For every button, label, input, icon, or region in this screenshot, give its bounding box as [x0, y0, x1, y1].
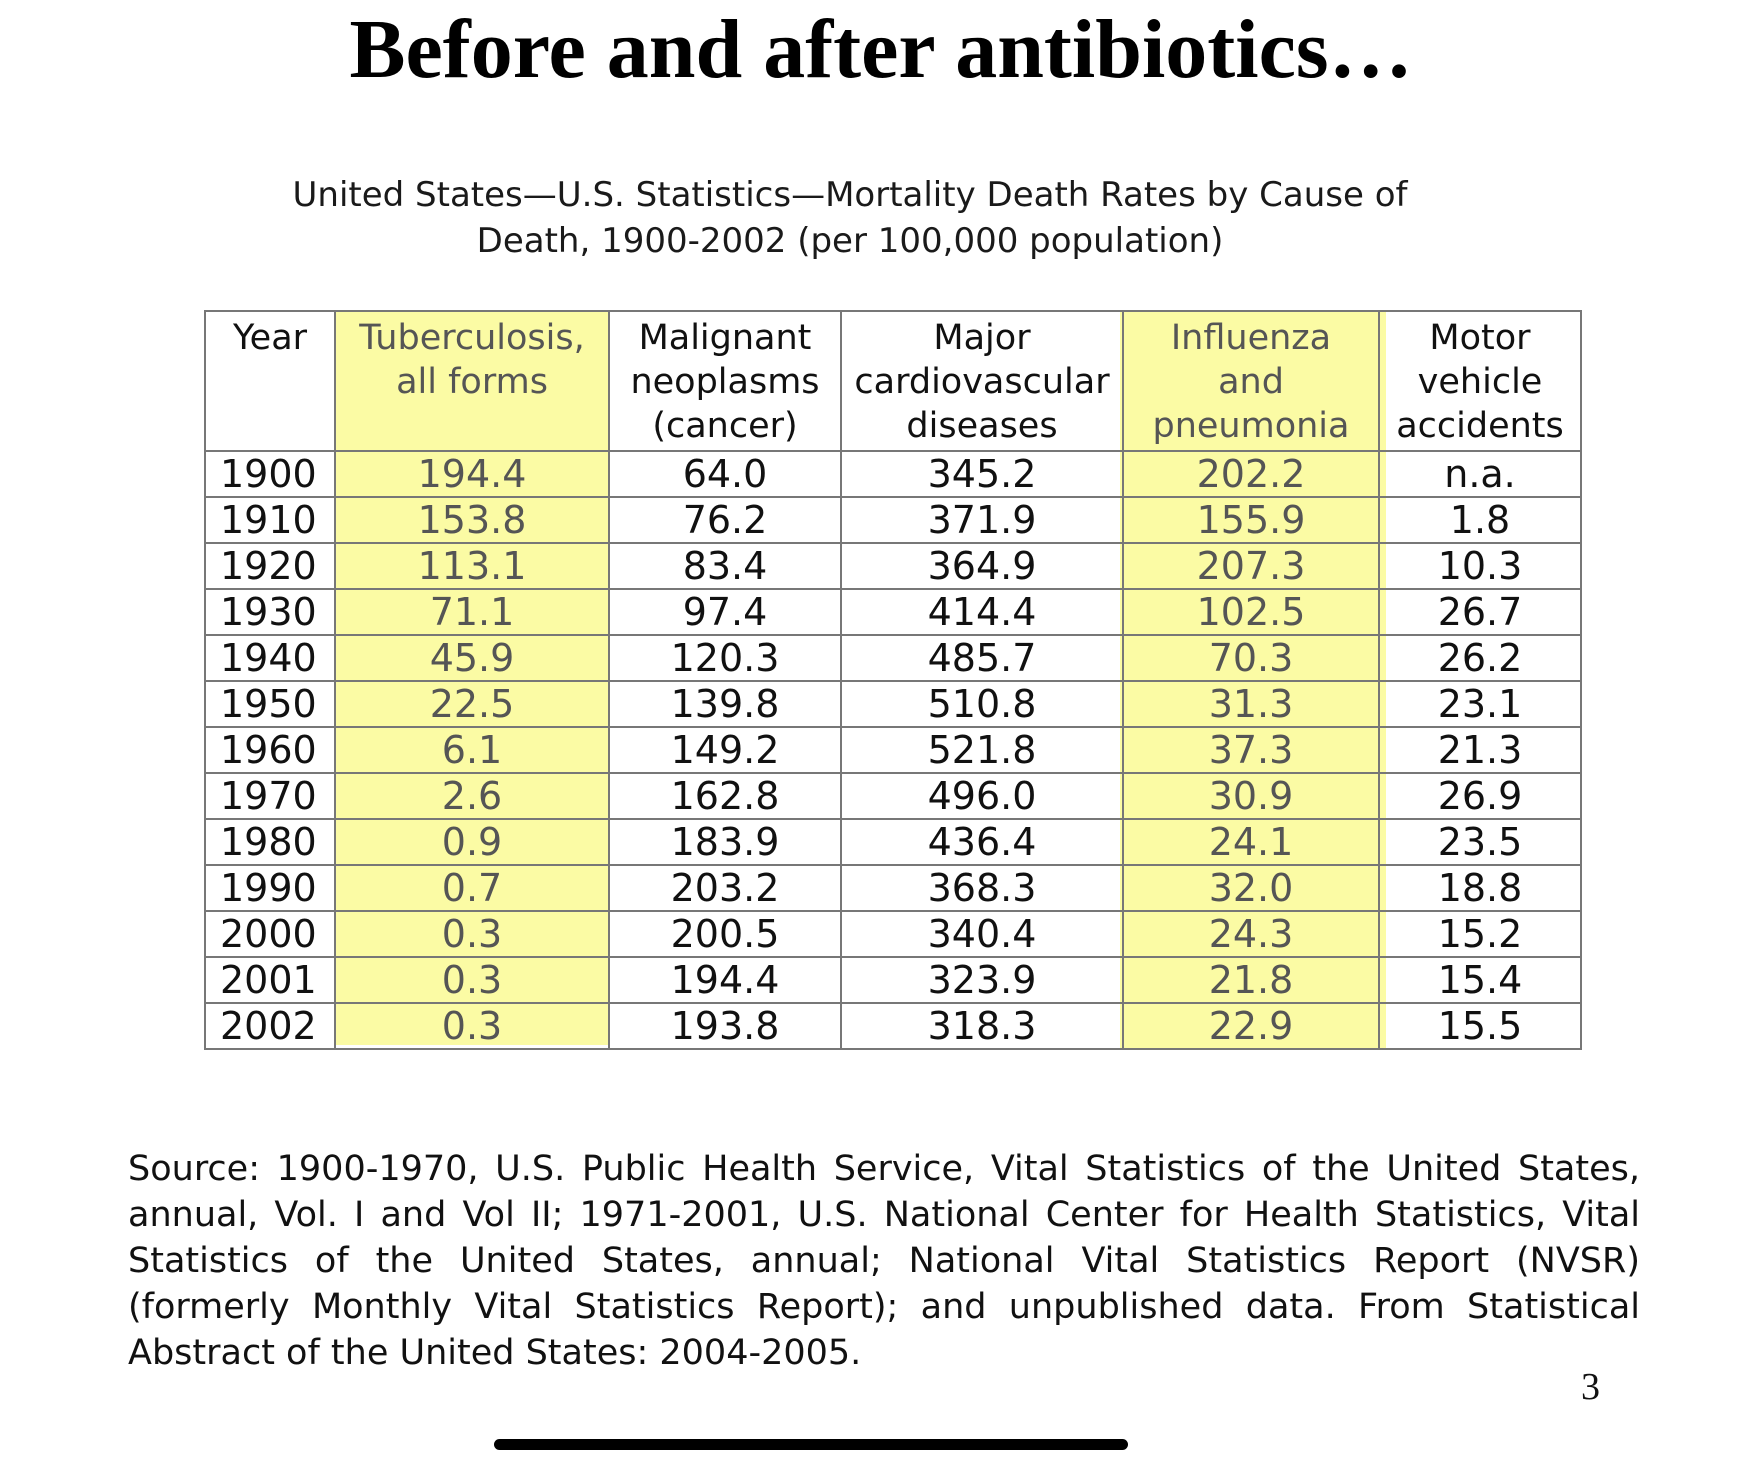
- cell-influenza: 24.3: [1123, 911, 1379, 957]
- cell-cardiovascular: 371.9: [841, 497, 1123, 543]
- cell-year: 2002: [205, 1003, 335, 1049]
- table-row: [205, 865, 1581, 911]
- cell-year: 1920: [205, 543, 335, 589]
- table-header-row: [205, 311, 1581, 451]
- header-motor-vehicle-line: accidents: [1396, 406, 1564, 446]
- cell-cancer: 194.4: [609, 957, 841, 1003]
- cell-tuberculosis: 6.1: [335, 727, 609, 773]
- header-tuberculosis-line: all forms: [396, 362, 548, 402]
- table-body: [205, 451, 1581, 1049]
- cell-year: 1940: [205, 635, 335, 681]
- cell-year: 1900: [205, 451, 335, 497]
- cell-year: 1980: [205, 819, 335, 865]
- cell-motor-vehicle: 26.2: [1379, 635, 1581, 681]
- cell-cancer: 162.8: [609, 773, 841, 819]
- slide-title: Before and after antibiotics…: [349, 3, 1413, 96]
- table-row: [205, 911, 1581, 957]
- cell-motor-vehicle: 1.8: [1379, 497, 1581, 543]
- cell-year: 1960: [205, 727, 335, 773]
- cell-cancer: 139.8: [609, 681, 841, 727]
- cell-cardiovascular: 368.3: [841, 865, 1123, 911]
- header-influenza-line: pneumonia: [1152, 406, 1350, 446]
- table-row: [205, 1003, 1581, 1049]
- cell-tuberculosis: 45.9: [335, 635, 609, 681]
- header-cardiovascular-line: Major: [933, 318, 1031, 358]
- cell-cardiovascular: 496.0: [841, 773, 1123, 819]
- cell-tuberculosis: 22.5: [335, 681, 609, 727]
- cell-motor-vehicle: 10.3: [1379, 543, 1581, 589]
- table-caption: [200, 172, 1500, 264]
- header-tuberculosis: [335, 311, 609, 451]
- mortality-table: [204, 310, 1582, 1050]
- cell-cancer: 76.2: [609, 497, 841, 543]
- page-number: 3: [1581, 1366, 1600, 1408]
- cell-year: 1970: [205, 773, 335, 819]
- cell-influenza: 37.3: [1123, 727, 1379, 773]
- cell-cardiovascular: 521.8: [841, 727, 1123, 773]
- cell-cancer: 183.9: [609, 819, 841, 865]
- cell-tuberculosis: 71.1: [335, 589, 609, 635]
- cell-motor-vehicle: 15.4: [1379, 957, 1581, 1003]
- header-cancer-line: neoplasms: [630, 362, 820, 402]
- cell-influenza: 22.9: [1123, 1003, 1379, 1049]
- cell-influenza: 202.2: [1123, 451, 1379, 497]
- cell-cancer: 97.4: [609, 589, 841, 635]
- header-cardiovascular-line: cardiovascular: [854, 362, 1110, 402]
- cell-influenza: 24.1: [1123, 819, 1379, 865]
- cell-motor-vehicle: 26.9: [1379, 773, 1581, 819]
- cell-cardiovascular: 510.8: [841, 681, 1123, 727]
- cell-tuberculosis: 0.7: [335, 865, 609, 911]
- header-cancer: [609, 311, 841, 451]
- cell-cancer: 200.5: [609, 911, 841, 957]
- cell-year: 1930: [205, 589, 335, 635]
- cell-motor-vehicle: 15.2: [1379, 911, 1581, 957]
- table-row: [205, 681, 1581, 727]
- cell-cancer: 193.8: [609, 1003, 841, 1049]
- cell-cardiovascular: 364.9: [841, 543, 1123, 589]
- cell-cardiovascular: 485.7: [841, 635, 1123, 681]
- cell-tuberculosis: 113.1: [335, 543, 609, 589]
- cell-influenza: 102.5: [1123, 589, 1379, 635]
- table-row: [205, 957, 1581, 1003]
- cell-influenza: 155.9: [1123, 497, 1379, 543]
- cell-cancer: 203.2: [609, 865, 841, 911]
- cell-cardiovascular: 414.4: [841, 589, 1123, 635]
- cell-tuberculosis: 194.4: [335, 451, 609, 497]
- header-cancer-line: Malignant: [638, 318, 812, 358]
- cell-motor-vehicle: 26.7: [1379, 589, 1581, 635]
- header-cancer-line: (cancer): [652, 406, 798, 446]
- table-row: [205, 589, 1581, 635]
- cell-influenza: 207.3: [1123, 543, 1379, 589]
- cell-cardiovascular: 340.4: [841, 911, 1123, 957]
- header-motor-vehicle-line: Motor: [1429, 318, 1531, 358]
- table-row: [205, 819, 1581, 865]
- cell-year: 2000: [205, 911, 335, 957]
- cell-cardiovascular: 345.2: [841, 451, 1123, 497]
- cell-motor-vehicle: 18.8: [1379, 865, 1581, 911]
- cell-cancer: 64.0: [609, 451, 841, 497]
- table-caption-line-1: United States—U.S. Statistics—Mortality Death Rates by Cause of: [292, 175, 1408, 215]
- cell-year: 1950: [205, 681, 335, 727]
- cell-tuberculosis: 0.3: [335, 957, 609, 1003]
- cell-cardiovascular: 323.9: [841, 957, 1123, 1003]
- cell-cancer: 149.2: [609, 727, 841, 773]
- cell-tuberculosis: 153.8: [335, 497, 609, 543]
- cell-motor-vehicle: 21.3: [1379, 727, 1581, 773]
- header-influenza-line: and: [1218, 362, 1284, 402]
- header-influenza: [1123, 311, 1379, 451]
- home-indicator-bar[interactable]: [494, 1439, 1128, 1450]
- table-row: [205, 543, 1581, 589]
- header-cardiovascular: [841, 311, 1123, 451]
- cell-year: 1990: [205, 865, 335, 911]
- header-tuberculosis-line: Tuberculosis,: [359, 318, 585, 358]
- header-influenza-line: Influenza: [1170, 318, 1332, 358]
- table-row: [205, 773, 1581, 819]
- cell-influenza: 21.8: [1123, 957, 1379, 1003]
- source-note: Source: 1900-1970, U.S. Public Health Service, Vital Statistics of the United States, annual, Vol. I and Vol II; 1971-2001, U.S. National Center for Health Statistics, Vital Statistics of the United States, annual; National Vital Statistics Report (NVSR) (formerly Monthly Vital Statistics Report); and unpublished data. From Statistical Abstract of the United States: 2004-2005.: [128, 1149, 1640, 1373]
- cell-tuberculosis: 0.9: [335, 819, 609, 865]
- table-caption-line-2: Death, 1900-2002 (per 100,000 population): [476, 221, 1224, 261]
- cell-motor-vehicle: 15.5: [1379, 1003, 1581, 1049]
- cell-cancer: 83.4: [609, 543, 841, 589]
- table-row: [205, 635, 1581, 681]
- cell-year: 2001: [205, 957, 335, 1003]
- cell-tuberculosis: 0.3: [335, 911, 609, 957]
- header-motor-vehicle-line: vehicle: [1417, 362, 1543, 402]
- cell-tuberculosis: 2.6: [335, 773, 609, 819]
- cell-influenza: 31.3: [1123, 681, 1379, 727]
- cell-motor-vehicle: 23.1: [1379, 681, 1581, 727]
- cell-tuberculosis: 0.3: [335, 1003, 609, 1049]
- cell-cardiovascular: 318.3: [841, 1003, 1123, 1049]
- cell-motor-vehicle: 23.5: [1379, 819, 1581, 865]
- header-cardiovascular-line: diseases: [906, 406, 1058, 446]
- table-row: [205, 451, 1581, 497]
- table-row: [205, 497, 1581, 543]
- cell-cardiovascular: 436.4: [841, 819, 1123, 865]
- cell-influenza: 70.3: [1123, 635, 1379, 681]
- table-row: [205, 727, 1581, 773]
- header-year: Year: [205, 311, 335, 451]
- header-motor-vehicle: [1379, 311, 1581, 451]
- cell-influenza: 32.0: [1123, 865, 1379, 911]
- cell-year: 1910: [205, 497, 335, 543]
- cell-motor-vehicle: n.a.: [1379, 451, 1581, 497]
- cell-cancer: 120.3: [609, 635, 841, 681]
- cell-influenza: 30.9: [1123, 773, 1379, 819]
